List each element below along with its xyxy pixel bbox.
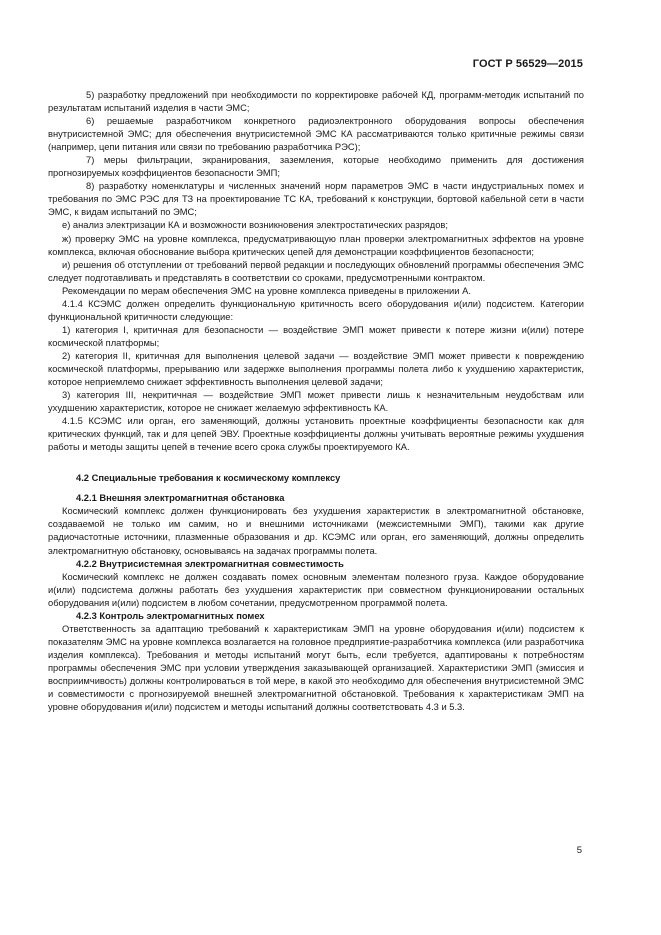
section-4-2-3-heading: 4.2.3 Контроль электромагнитных помех xyxy=(76,610,265,621)
document-body xyxy=(48,89,584,714)
clause-4-1-4: 4.1.4 КСЭМС должен определить функциональную критичность всего оборудования и(или) подсистем. Категории функциональной критичности следующие: xyxy=(48,298,584,322)
section-4-2-3-text: Ответственность за адаптацию требований к характеристикам ЭМП на уровне оборудования и(или) подсистем к показателям ЭМС на уровне комплекса возлагается на головное предприятие-разработчика комплекса (или разработчика изделия комплекса). Требования и методы испытаний могут быть, если требуется, адаптированы к потребностям программы обеспечения ЭМС при условии утверждения заказывающей организацией. Характеристики ЭМП (эмиссия и восприимчивость) должны контролироваться в той мере, в какой это необходимо для обеспечения внутрисистемной ЭМС и совместимости с прогнозируемой внешней электромагнитной обстановкой. Требования к характеристикам ЭМП на уровне оборудования и(или) подсистем и методы испытаний должны соответствовать 4.3 и 5.3. xyxy=(48,623,584,713)
list-item-e: е) анализ электризации КА и возможности возникновения электростатических разрядов; xyxy=(62,220,448,231)
section-4-2-2-text: Космический комплекс не должен создавать помех основным элементам полезного груза. Каждое оборудование и(или) подсистема должны работать без ухудшения характеристик при совместном функционировании остальных оборудования и(или) подсистем в любом сочетании, предусмотренном программой полета. xyxy=(48,571,584,608)
section-4-2-heading: 4.2 Специальные требования к космическому комплексу xyxy=(76,473,341,484)
section-4-2-2-heading: 4.2.2 Внутрисистемная электромагнитная совместимость xyxy=(76,558,344,569)
document-code: ГОСТ Р 56529—2015 xyxy=(472,58,583,70)
list-item-5: 5) разработку предложений при необходимости по корректировке рабочей КД, программ-методик испытаний по результатам испытаний изделия в части ЭМС; xyxy=(48,90,584,114)
list-item-8: 8) разработку номенклатуры и численных значений норм параметров ЭМС в части индустриальных помех и требования по ЭМС РЭС для ТЗ на проектирование ТС КА, требований к конструкции, бортовой кабельной сети в части ЭМС, к видам испытаний по ЭМС; xyxy=(48,181,584,218)
list-item-i: и) решения об отступлении от требований первой редакции и последующих обновлений программы обеспечения ЭМС следует подготавливать и представлять в соответствии со сроками, предусмотренными контрактом. xyxy=(48,259,584,283)
page-number: 5 xyxy=(576,845,582,856)
recommendations-paragraph: Рекомендации по мерам обеспечения ЭМС на уровне комплекса приведены в приложении А. xyxy=(62,285,471,296)
clause-4-1-5: 4.1.5 КСЭМС или орган, его заменяющий, должны установить проектные коэффициенты безопасности как для критических функций, так и для цепей ЭВУ. Проектные коэффициенты должны учитывать вероятные режимы ухудшения работы и методы защиты цепей в течение всего срока службы проектируемого КА. xyxy=(48,416,584,453)
list-item-7: 7) меры фильтрации, экранирования, заземления, которые необходимо применить для достижения прогнозируемых коэффициентов безопасности ЭМП; xyxy=(48,155,584,179)
section-4-2-1-text: Космический комплекс должен функционировать без ухудшения характеристик в электромагнитной обстановке, создаваемой не только им самим, но и внешними источниками (межсистемными ЭМП), такими как другие радиочастотные источники, плазменные образования и др. КСЭМС или орган, его заменяющий, должны определить электромагнитную обстановку, основываясь на задачах программы полета. xyxy=(48,506,584,556)
list-item-zh: ж) проверку ЭМС на уровне комплекса, предусматривающую план проверки электромагнитных эффектов на уровне комплекса, включая обоснование выбора критических цепей для демонстрации коэффициентов безопасности; xyxy=(48,233,584,257)
category-1-item: 1) категория I, критичная для безопасности — воздействие ЭМП может привести к потере жизни и(или) потере космической платформы; xyxy=(48,324,584,348)
category-3-item: 3) категория III, некритичная — воздействие ЭМП может привести лишь к незначительным неудобствам или ухудшению характеристик, которое не снижает желаемую эффективность КА. xyxy=(48,390,584,414)
list-item-6: 6) решаемые разработчиком конкретного радиоэлектронного оборудования вопросы обеспечения внутрисистемной ЭМС; для обеспечения внутрисистемной ЭМС КА рассматриваются только критичные режимы связи (например, цепи питания или связи по требованию разработчика РЭС); xyxy=(48,116,584,153)
section-4-2-1-heading: 4.2.1 Внешняя электромагнитная обстановка xyxy=(76,493,285,504)
category-2-item: 2) категория II, критичная для выполнения целевой задачи — воздействие ЭМП может привести к повреждению космической платформы, прерыванию или задержке выполнения программы полета либо к ухудшению характеристик, которое неприемлемо снижает эффективность выполнения целевой задачи; xyxy=(48,350,584,388)
